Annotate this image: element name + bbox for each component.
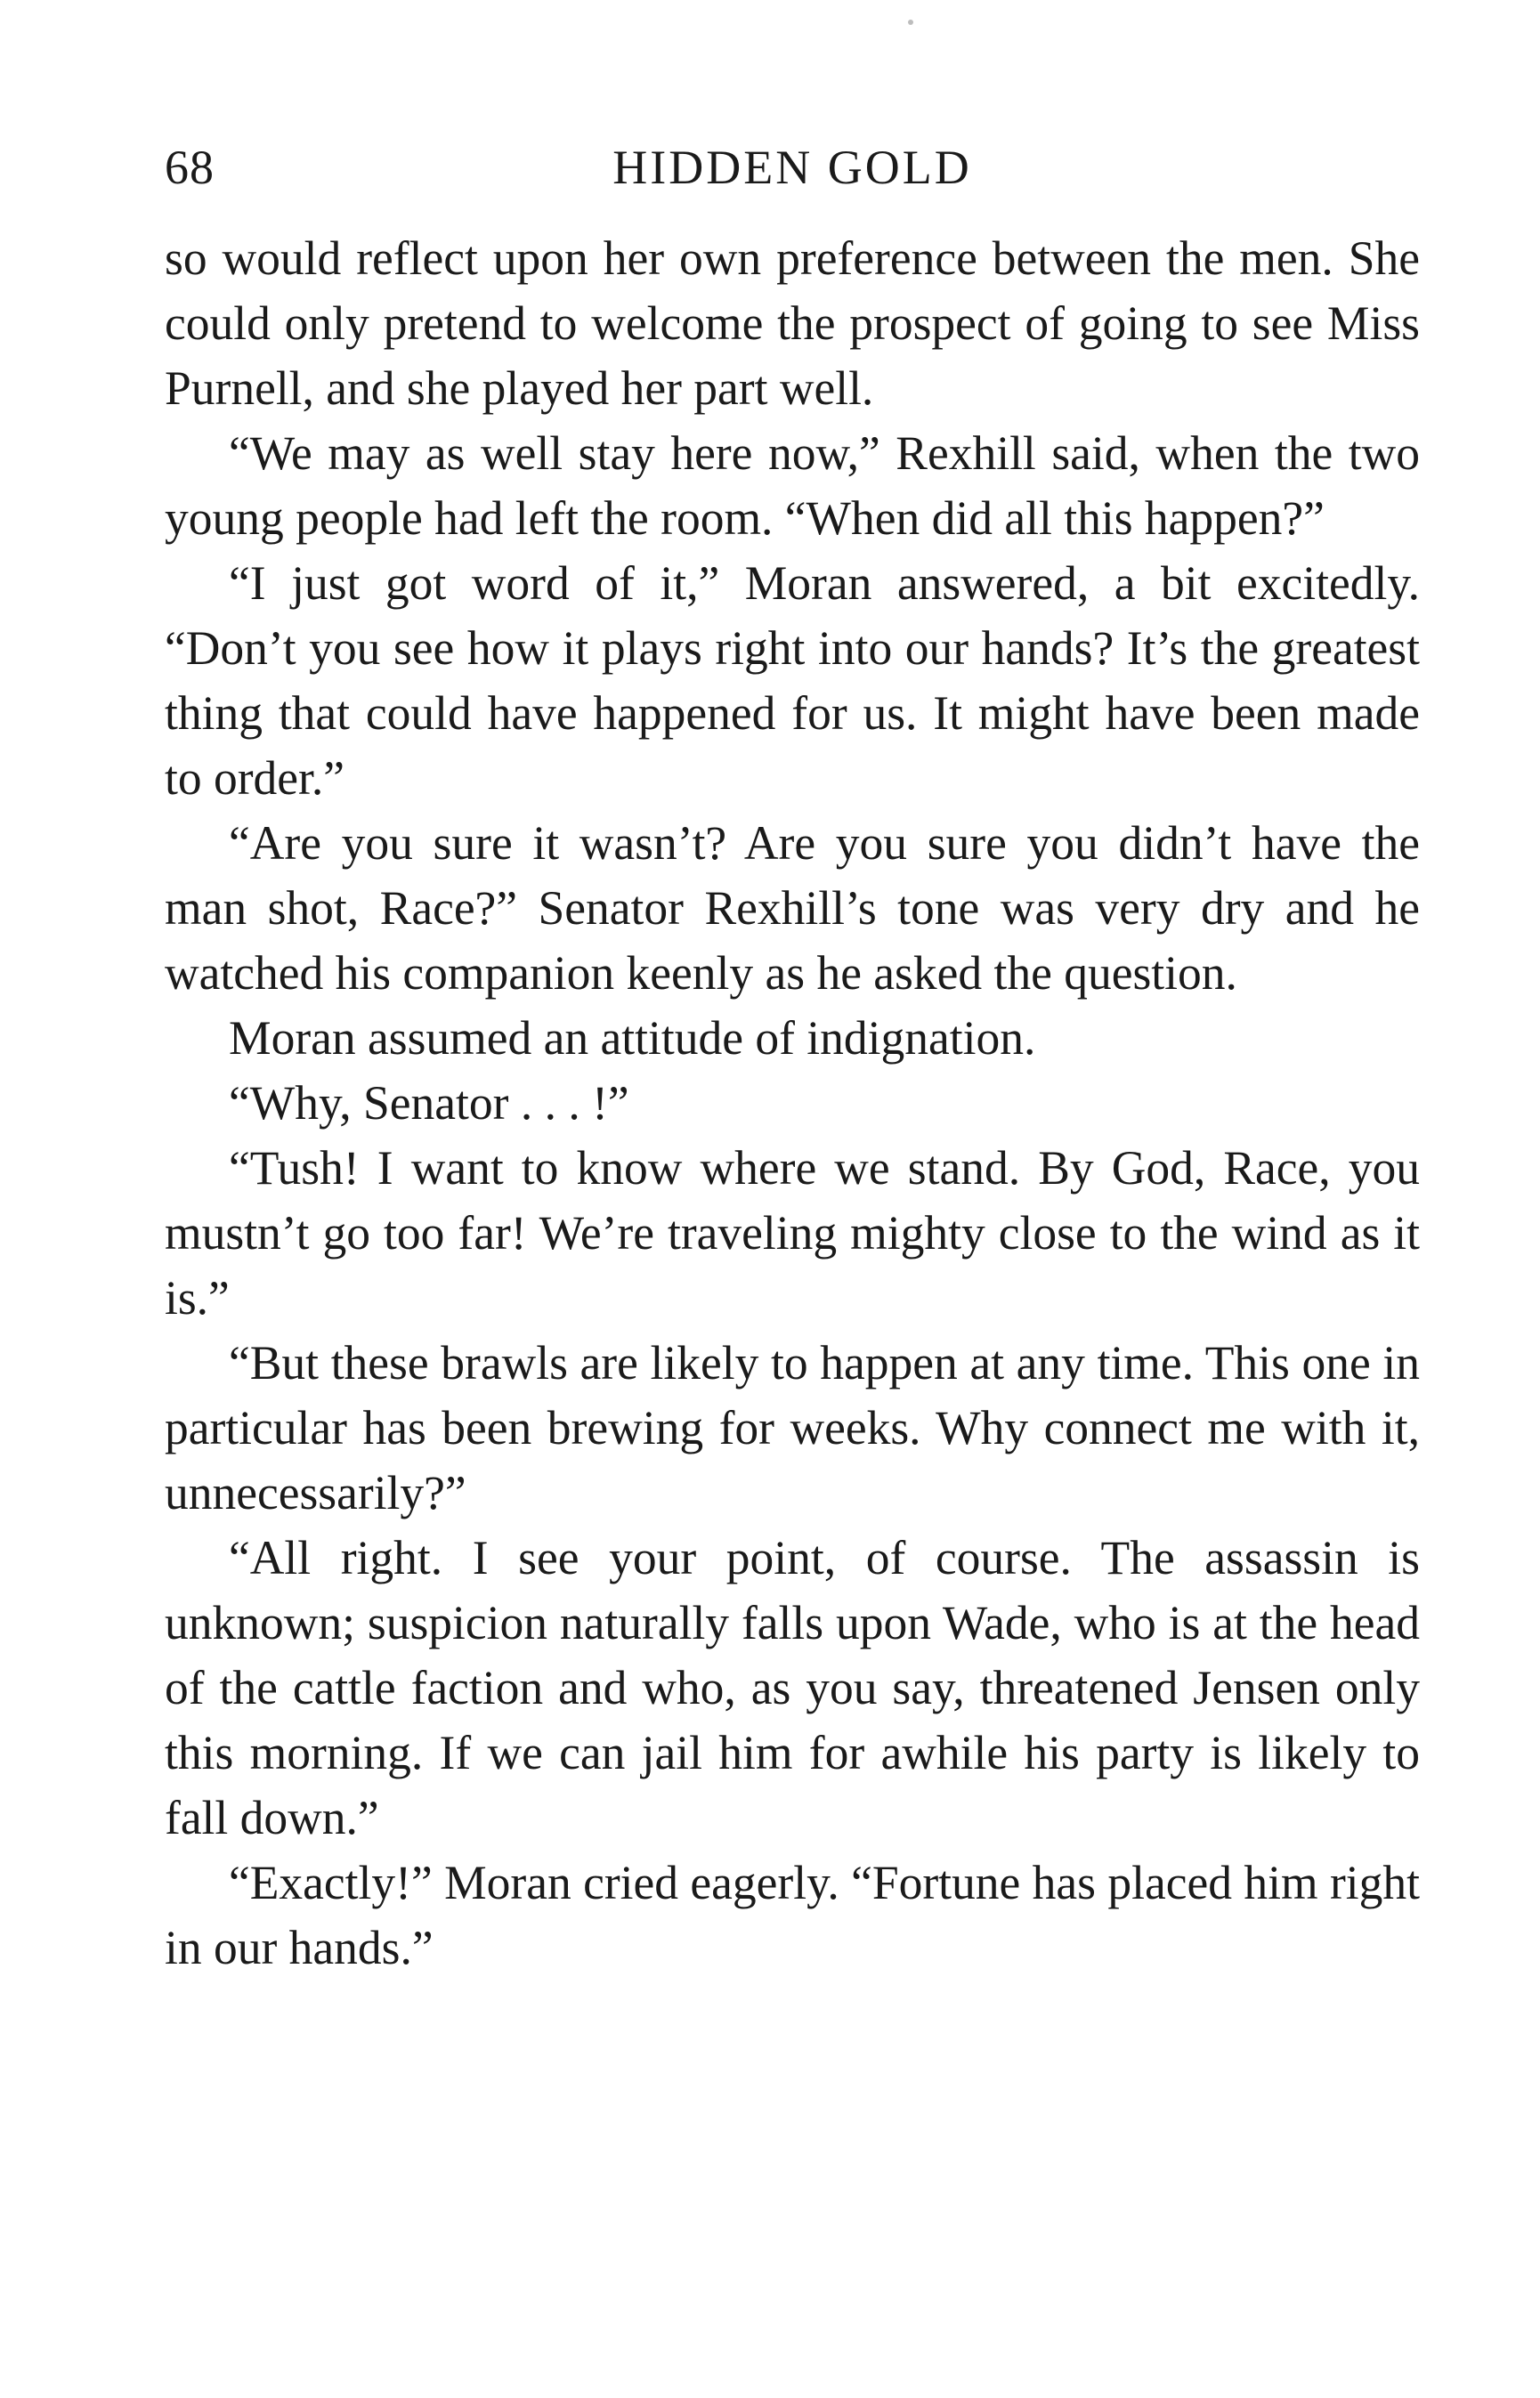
paragraph: Moran assumed an attitude of indignation. bbox=[229, 1011, 1036, 1065]
paragraph: “Tush! I want to know where we stand. By God, Race, you mustn’t go too far! We’re traveling mighty close to the wind as it is.” bbox=[165, 1141, 1420, 1325]
paragraph: “Why, Senator . . . !” bbox=[229, 1076, 629, 1130]
paragraph: “Exactly!” Moran cried eagerly. “Fortune has placed him right in our hands.” bbox=[165, 1856, 1420, 1974]
paragraph: “We may as well stay here now,” Rexhill said, when the two young people had left the room. “When did all this happen?” bbox=[165, 426, 1420, 545]
page-number: 68 bbox=[165, 141, 215, 194]
paragraph-continued: so would reflect upon her own preference between the men. She could only pretend to welcome the prospect of going to see Miss Purnell, and she played her part well. bbox=[165, 231, 1420, 415]
paragraph: “I just got word of it,” Moran answered, a bit excitedly. “Don’t you see how it plays right into our hands? It’s the greatest thing that could have happened for us. It might have been made to order.” bbox=[165, 556, 1420, 805]
paragraph: “Are you sure it wasn’t? Are you sure you didn’t have the man shot, Race?” Senator Rexhill’s tone was very dry and he watched his companion keenly as he asked the question. bbox=[165, 816, 1420, 1000]
body-text bbox=[165, 226, 1420, 1981]
print-speck bbox=[908, 20, 913, 25]
paragraph: “All right. I see your point, of course. The assassin is unknown; suspicion naturally falls upon Wade, who is at the head of the cattle faction and who, as you say, threatened Jensen only this morning. If we can jail him for awhile his party is likely to fall down.” bbox=[165, 1531, 1420, 1844]
paragraph: “But these brawls are likely to happen at any time. This one in particular has been brewing for weeks. Why connect me with it, unnecessarily?” bbox=[165, 1336, 1420, 1519]
running-head bbox=[165, 132, 1420, 203]
book-title: HIDDEN GOLD bbox=[612, 141, 972, 194]
